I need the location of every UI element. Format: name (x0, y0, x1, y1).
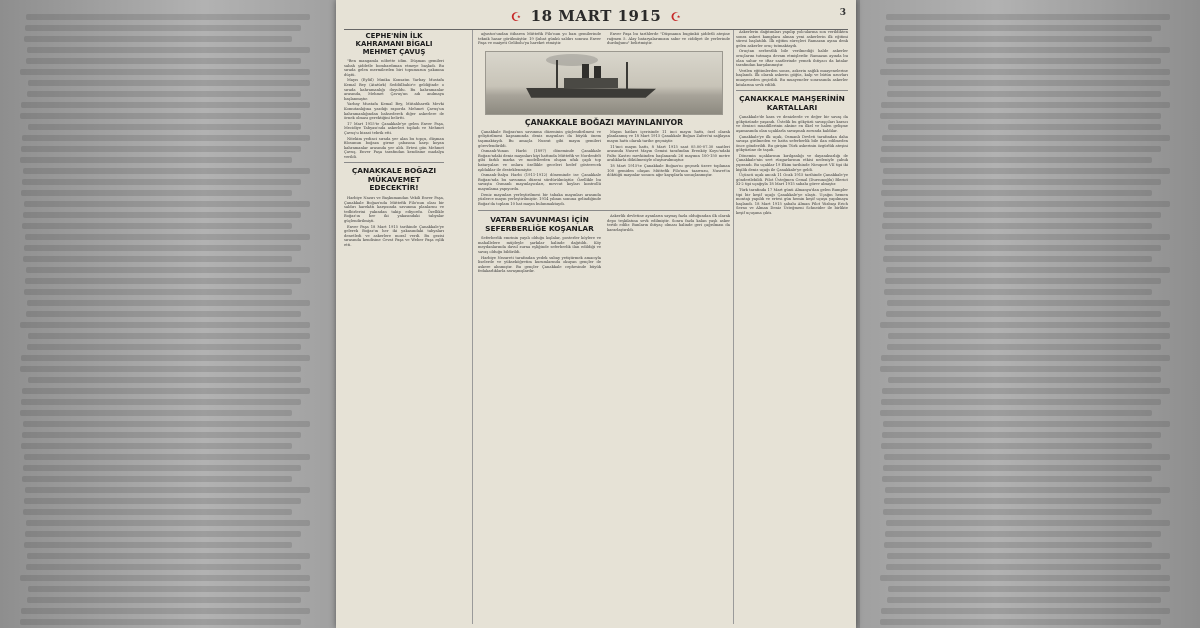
blurred-text-line (26, 14, 310, 20)
blurred-text-line (880, 322, 1170, 328)
blurred-text-line (28, 333, 310, 339)
column-middle (478, 32, 730, 624)
blurred-text-line (23, 465, 301, 471)
blurred-text-line (887, 553, 1170, 559)
blurred-text-line (21, 399, 301, 405)
blurred-text-line (883, 465, 1161, 471)
blurred-text-line (20, 575, 310, 581)
blurred-text-line (21, 102, 310, 108)
blurred-text-line (23, 212, 301, 218)
blurred-text-line (21, 190, 292, 196)
blurred-text-line (884, 36, 1152, 42)
blurred-text-line (26, 311, 301, 317)
article-paragraph: ağustos'undan itibaren Müttefik Filo'nun yo bazı gemilerinde teknik hasar görülmüştür. 19 Şubat günkü saldırı sonrası Enver Paşa ve maiyeti Gelibolu'ya hareket etmiştir. (478, 32, 601, 46)
article-divider (736, 90, 848, 91)
blurred-text-line (26, 520, 310, 526)
blurred-text-line (881, 608, 1170, 614)
blurred-text-line (28, 586, 310, 592)
newspaper-page (336, 0, 856, 628)
blurred-text-line (888, 377, 1161, 383)
blurred-text-line (880, 410, 1152, 416)
blurred-text-line (883, 256, 1152, 262)
article-paragraph: Mayıs (Eylül) Mınika Konsatın Yarbay Mustafa Kemal Bey (Atatürk) Seddülbahir'e geldiğinde o sırada kahramanlığı duyuldu. Bu kahramanlar arasında, Mehmet Çavuş'un adı anılmaya başlanmıştır. (344, 78, 444, 101)
article-paragraph: Yarbay Mustafa Kemal Bey, Mütahharrik Mevki Komutanlığına yazdığı raporda Mehmet Çavuş'un kahramanlığından bahsederek diğer askerlere de örnek olması gerektiğini belirtti. (344, 102, 444, 121)
article-paragraph: 17 Mart 1915'te Çanakkale'ye gelen Enver Paşa, Mecidiye Tabyası'nda askerleri topladı ve Mehmet Çavuş'u bizzat tebrik etti. (344, 121, 444, 135)
article-divider (478, 210, 730, 211)
blurred-text-line (880, 113, 1161, 119)
blurred-text-line (882, 179, 1161, 185)
column-right (736, 30, 848, 624)
article-body (478, 130, 730, 208)
blurred-text-line (22, 476, 292, 482)
blurred-text-line (886, 14, 1170, 20)
blurred-text-line (885, 487, 1170, 493)
blurred-text-line (881, 190, 1152, 196)
blurred-text-line (887, 344, 1161, 350)
blurred-text-line (24, 289, 292, 295)
blurred-text-line (28, 377, 301, 383)
column-separator (733, 30, 734, 624)
article-paragraph: Harbiye Nazırı ve Başkumandan Vekili Enver Paşa, Çanakkale Boğazı'nda Müttefik Filo'nun olası bir saldırı harekâtı karşısında savunma planlarını ve tedbirlerini yakından takip ediyordu. Özellikle Boğaz'ın her iki yakasındaki tabyalar güçlendirilmişti. (344, 195, 444, 223)
crescent-star-icon: ☪ (510, 10, 522, 24)
blurred-text-line (25, 25, 301, 31)
blurred-text-line (880, 366, 1161, 372)
blurred-text-line (883, 421, 1170, 427)
blurred-text-line (24, 36, 292, 42)
article-paragraph: Deniz mayınları yerleştirilmesi bir tabaka mayınları arasında yüzlerce mayın yerleştirilmiştir. 1914 yılının sonuna gelindiğinde Boğaz'da toplam 10 hat mayın bulunmaktaydı. (478, 192, 601, 206)
article-paragraph: Çanakkale'ye ilk uçak, Osmanlı Devleti tarafından daha savaşa girilmeden ve hatta seferberlik bile ilan edilmeden önce gönderildi. Bu girişim Türk askerinin özgürlük ateşini gökyüzüne de taşıdı. (736, 134, 848, 153)
article-paragraph: Oruçtan serbestlik bile verilmediği halde askerler oruçlarını tutmaya devam etmişlerdir. Ramazan ayında bu olan sahur ve iftar saatlerinde yemek ihtiyacı da kıtalar tarafından karşılanmıştır. (736, 49, 848, 68)
article-headline: ÇANAKKALE MAHŞERİNİN KARTALLARI (739, 94, 845, 112)
blurred-text-line (22, 223, 292, 229)
article-paragraph: Osmanlı-İtalya Harbi (1911-1912) döneminde ise Çanakkale Boğazı'nda bu savunma düzeni sürdürülmüştür. Özellikle bu savaşta Osmanlı mayınlayıcıları, mevcut koyları kontrollü mayınlama yapıyordu. (478, 173, 601, 191)
article-paragraph: Dönemin uçaklarının kırılganlığı ve dayanıksızlığı de Çanakkale'nin sert rüzgarlarının etkisi nedeniyle çabuk yıprandı. Bu uçaklar 19 Ekim tarihinde Nieuport VII tipi iki kişilik deniz uçağı ile Çanakkale'ye geldi. (736, 153, 848, 172)
blurred-text-line (887, 300, 1170, 306)
blurred-text-line (20, 366, 301, 372)
blurred-text-line (27, 344, 301, 350)
blurred-text-line (885, 531, 1161, 537)
blurred-text-line (881, 443, 1152, 449)
blurred-text-line (888, 80, 1170, 86)
blurred-text-line (888, 586, 1170, 592)
article-paragraph: Osmanlı-Yunan Harbi (1897) döneminde Çanakkale Boğazı'ndaki deniz mayınları kiyi hattında Müttefik ve Nordenfelt gibi farklı marka ve modellerden oluşan ufak çaplı top bataryaları ve onlara özellikle geceleri hedef gösterecek ışıldaklar ile desteklenmiştir. (478, 149, 601, 172)
blurred-text-line (22, 179, 301, 185)
masthead-title: 18 MART 1915 (530, 7, 662, 25)
blurred-text-line (20, 157, 292, 163)
blurred-text-line (24, 201, 310, 207)
blurred-text-line (25, 234, 310, 240)
article-paragraph: Verilen eğitimlerden sonra, askerin sağlık muayenelerine başlandı. İlk olarak askerin göğüs, kalp ve bütün uzuvları muayeneden geçirildi. Bu muayeneler sonrasında askerler kıtalarına sevk edildi. (736, 68, 848, 87)
blurred-text-line (22, 135, 310, 141)
article-paragraph: Enver Paşa bu tarihlerde "Düşmanın bugünkü şiddetli ateşine rağmen 5. Alay bataryalarımızın sabır ve ciddiyet ile yerlerinde durduğunu" belirtmiştir. (607, 32, 730, 46)
blurred-text-line (26, 267, 310, 273)
blurred-text-line (882, 476, 1152, 482)
historic-ship-photo (485, 51, 723, 115)
blurred-text-line (21, 443, 292, 449)
blurred-text-line (27, 47, 310, 53)
blurred-text-line (24, 454, 310, 460)
blurred-text-line (880, 575, 1170, 581)
article-paragraph: Çanakkale Boğazı'nın savunma düzeninin güçlendirilmesi ve geliştirilmesi kapsamında deniz mayınları da büyük önem taşımaktaydı. Bu amaçla Nusrat gibi mayın gemileri görevlendirildi. (478, 129, 601, 148)
blurred-text-line (27, 300, 310, 306)
blurred-text-line (20, 410, 292, 416)
blurred-text-line (27, 91, 301, 97)
blurred-text-line (20, 69, 310, 75)
blurred-text-line (20, 322, 310, 328)
article-paragraph: Askerlik devletine ayanların saymış fazla olduğundan ilk olarak depo teşkilatına sevk edilmiştir. Sonra fazla kalan yaşlı asker tertib edilir. Bunların ihtiyaç olması halinde geri çağrılması da kararlaştırıldı. (607, 214, 730, 233)
blurred-text-line (887, 47, 1170, 53)
blurred-text-line (881, 355, 1170, 361)
blurred-text-line (885, 234, 1170, 240)
blurred-text-line (27, 553, 310, 559)
article-paragraph: "Ben mangamla nöbette idim. Düşman gemileri sabah şiddetle bombardıman etmeye başladı. Bu sırada gelen mermilerden biri topumuzun yakınına düştü. (344, 59, 444, 77)
blurred-text-line (25, 531, 301, 537)
blurred-text-line (886, 564, 1161, 570)
blurred-text-line (26, 564, 301, 570)
article-paragraph: Çanakkale'de kara ve denizlerde ve değer bir savaş da gökyüzünde yaşandı. Üstelik bu gökyüzü savaşçıları karacı ve denizci muadillerinin aksine en ilkel ve halen gelişme aşamasında olan uçaklarla savaşmak zorunda kaldılar. (736, 115, 848, 133)
blurred-text-line (21, 608, 310, 614)
blurred-text-line (884, 542, 1152, 548)
blurred-text-line (25, 487, 310, 493)
blurred-text-line (884, 245, 1161, 251)
blurred-text-line (886, 520, 1170, 526)
blurred-text-line (886, 311, 1161, 317)
blurred-text-line (880, 619, 1161, 625)
blurred-text-line (881, 146, 1161, 152)
blurred-text-line (883, 509, 1152, 515)
lead-text (478, 32, 730, 47)
page-number: 3 (839, 8, 846, 18)
column-separator (472, 30, 473, 624)
blurred-text-line (884, 201, 1170, 207)
article-headline: ÇANAKKALE BOĞAZI MAYINLANIYOR (524, 117, 684, 127)
blurred-text-line (20, 619, 301, 625)
blurred-text-line (24, 498, 301, 504)
column-left (344, 30, 444, 624)
article-paragraph: Askerlerin dağıtımları yapılıp yolcularına son verildikten sonra askeri kamplara alınan yeni askerlerin ilk eğitimi süresi başlatıldı. İlk eğitim süreçleri Ramazan ayına denk gelen askerler oruç tutmaktaydı. (736, 30, 848, 48)
blurred-text-line (26, 58, 301, 64)
blurred-text-line (28, 80, 310, 86)
blurred-text-line (23, 509, 292, 515)
blurred-text-line (24, 245, 301, 251)
blurred-text-line (21, 355, 310, 361)
blurred-text-line (886, 58, 1161, 64)
article-headline: ÇANAKKALE BOĞAZI MÜKAVEMET EDECEKTİR! (351, 166, 437, 193)
blurred-text-line (883, 212, 1161, 218)
blurred-text-line (25, 278, 301, 284)
blurred-text-line (888, 333, 1170, 339)
blurred-text-line (883, 168, 1170, 174)
article-paragraph: Seferberlik emrinin yayılı olduğu kışlalar, posterler köylere ve mahallelere müjdeyle şarkılar halinde dağıtıldı. Köy meydanlarında davul zurna eşliğinde seferberlik ilan edildiği ve savaş olduğu bildirildi. (478, 236, 601, 255)
blurred-text-line (27, 597, 301, 603)
article-paragraph: 18 Mart 1915'te Çanakkale Boğazı'nı geçmek üzere toplanan 100 gemiden oluşan Müttefik Filo'nun taarruzu, Nusret'in döktüğü mayınlar sonucu ağır kayıplarla sonuçlanmıştır. (607, 163, 730, 178)
blurred-text-line (888, 124, 1161, 130)
blurred-text-line (882, 388, 1170, 394)
article-body (478, 214, 730, 275)
crescent-star-icon: ☪ (670, 10, 682, 24)
masthead (336, 6, 856, 28)
blurred-text-line (887, 597, 1161, 603)
steamship-icon (526, 88, 656, 98)
blurred-text-line (880, 69, 1170, 75)
blurred-text-line (20, 113, 301, 119)
blurred-text-line (884, 498, 1161, 504)
blurred-text-line (23, 168, 310, 174)
blurred-text-line (885, 278, 1161, 284)
blurred-text-line (880, 157, 1152, 163)
blurred-text-line (21, 146, 301, 152)
blurred-text-line (884, 454, 1170, 460)
blurred-text-line (882, 135, 1170, 141)
article-paragraph: Harbiye Nezareti tarafından yedek subay yetiştirmek amacıyla liselerde ve yükseköğretim kurumlarında okuyan gençler de askere alınmıştır. Bu gençler Çanakkale cephesinde büyük fedakarlıklarla savaşmışlardır. (478, 255, 601, 274)
article-headline: VATAN SAVUNMASI İÇİN SEFERBERLİĞE KOŞANLAR (485, 215, 594, 233)
article-paragraph: Üçüncü uçak ancak 11 Ocak 1915 tarihinde Çanakkale'ye gönderilebildi. Pilot Üsteğmen Cemal (Dursunoğlu) Bleriot XI-2 tipi uçağıyla 18 Mart 1915 sabahı görev almıştır. (736, 173, 848, 187)
blurred-text-line (882, 432, 1161, 438)
blurred-text-line (28, 124, 301, 130)
article-paragraph: Enver Paşa 18 Mart 1915 tarihinde Çanakkale'ye gelerek Boğaz'ın her iki yakasındaki tabyaları denetledi ve askerlere moral verdi. Bu gezisi sırasında kendisine Cevat Paşa ve Weber Paşa eşlik etti. (344, 224, 444, 247)
article-paragraph: Mayın hatları içerisinde 11 inci mayın hattı, özel olarak planlanmış ve 18 Mart 1915 Çanakkale Boğazı Zaferi'ni sağlayan mayın hattı olarak tarihe geçmiştir. (607, 129, 730, 143)
blurred-text-line (885, 25, 1161, 31)
blurred-text-line (887, 91, 1161, 97)
article-headline: CEPHE'NİN İLK KAHRAMANI BİGALI MEHMET ÇAVUŞ (355, 32, 433, 56)
blurred-text-line (886, 267, 1170, 273)
blurred-text-line (24, 542, 292, 548)
blurred-text-line (882, 223, 1152, 229)
article-divider (344, 162, 444, 163)
blurred-text-line (884, 289, 1152, 295)
article-paragraph: 11'inci mayın hattı, 8 Mart 1915 saat 05.00-07.30 saatleri arasında Nusret Mayın Gemisi tarafından Erenköy Koyu'ndaki Palto Kastro mevkiinden başlanarak 26 mayının 100-150 metre aralıklarla dökülmesiyle oluşturulmuştur. (607, 144, 730, 163)
article-paragraph: Nitekim yedinci sırada yer alan bu topçu, düşman filosunun boğaza girme çabasına karşı koyan kahramanlar arasında yer aldı. Ertesi gün Mehmet Çavuş, Enver Paşa tarafından kendisine madalya verildi. (344, 136, 444, 159)
blurred-text-line (23, 421, 310, 427)
blurred-text-line (881, 102, 1170, 108)
blurred-text-line (881, 399, 1161, 405)
blurred-text-line (22, 388, 310, 394)
blurred-text-line (23, 256, 292, 262)
blurred-text-line (22, 432, 301, 438)
article-paragraph: Türk tarafında 17 Mart günü Almanya'dan gelen Rumpler tipi bir keşif uçağı Çanakkale'ye ulaştı. Uçağın hemen montajı yapıldı ve ertesi gün hemin keşif uçuşu yapılmaya başlandı. 18 Mart 1915 sabahı Alman Pilot Yüzbaşı Erich Serno ve Alman Deniz Üsteğmeni Schneider ile birlikte keşif uçuşuna çıktı. (736, 188, 848, 215)
